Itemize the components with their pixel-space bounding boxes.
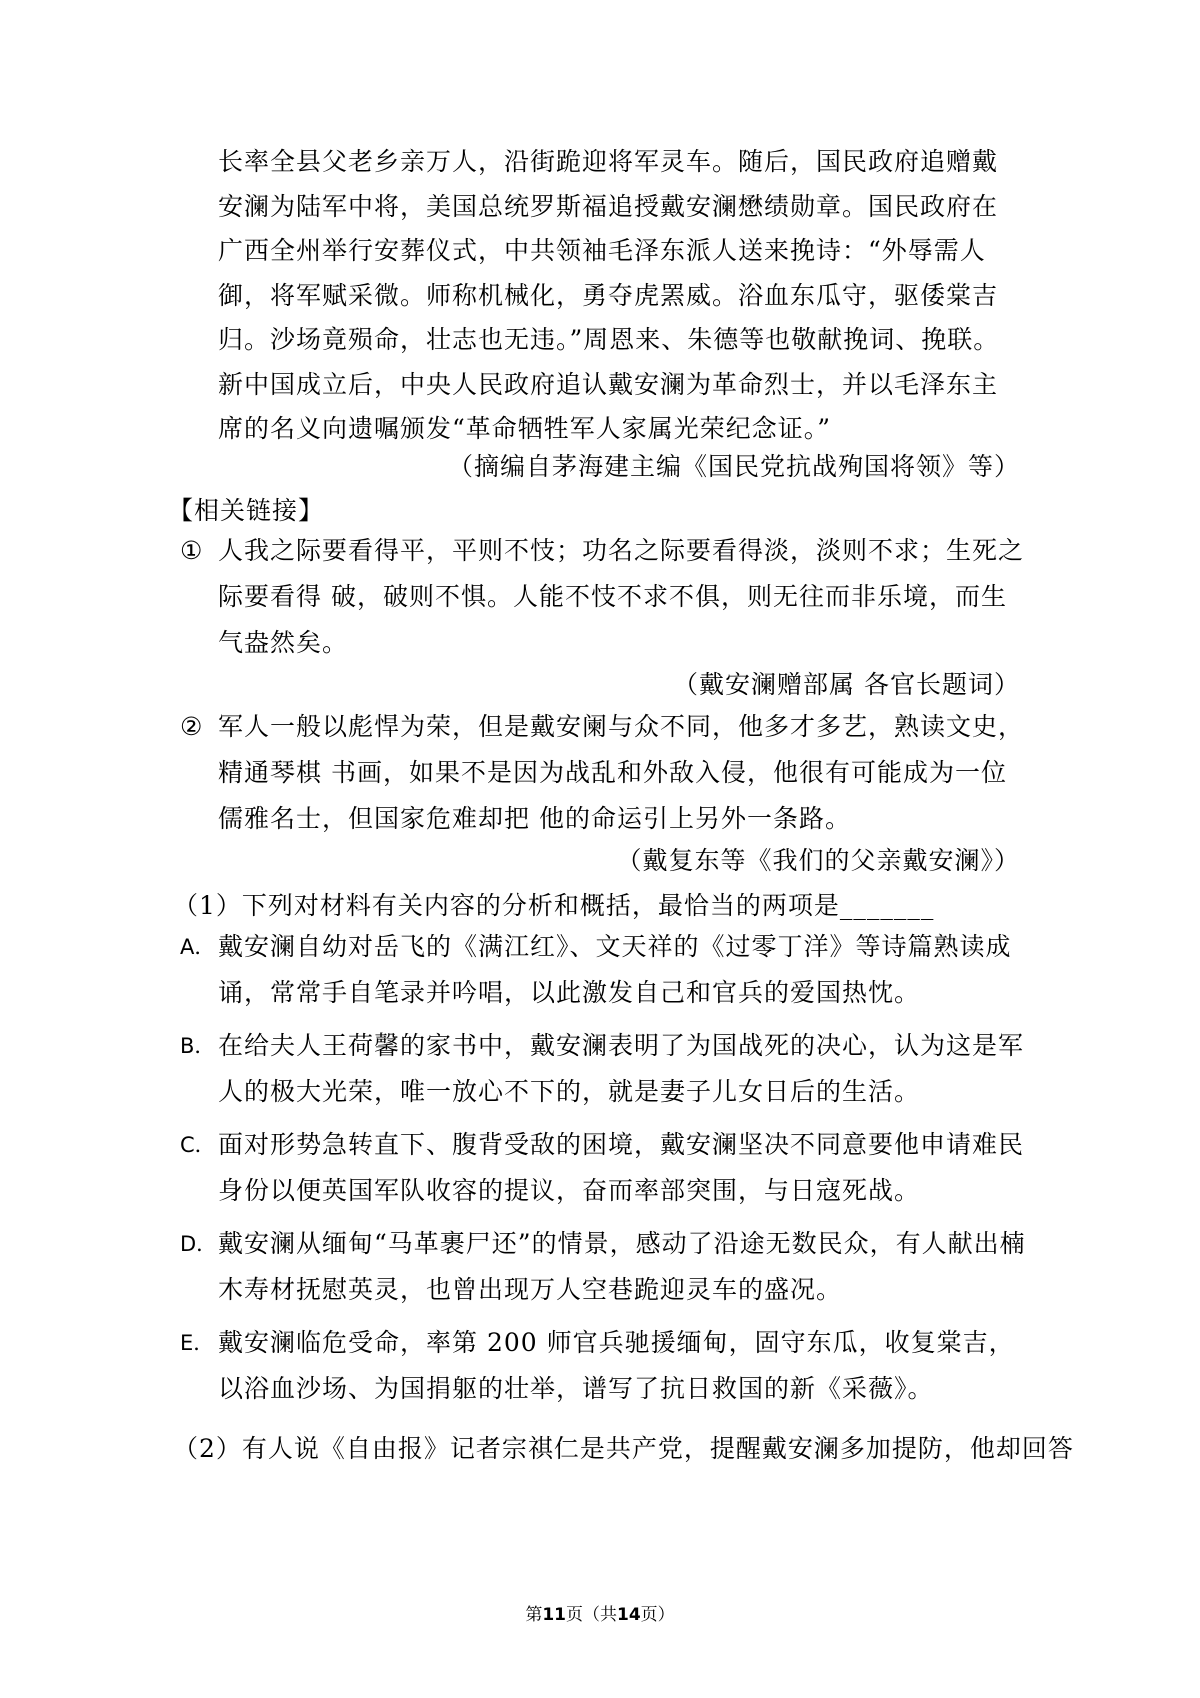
related-link-2-text: 军人一般以彪悍为荣，但是戴安阑与众不同，他多才多艺，熟读文史，精通琴棋 书画，如果不是因为战乱和外敌入侵，他很有可能成为一位儒雅名士，但国家危难却把 他的命运引上另外一条路。 [218,712,1025,833]
body-source-citation: （摘编自茅海建主编《国民党抗战殉国将领》等） [447,452,1020,481]
option-c [180,1122,1032,1214]
option-b-text: 在给夫人王荷馨的家书中，戴安澜表明了为国战死的决心，认为这是军人的极大光荣，唯一放心不下的，就是妻子儿女日后的生活。 [218,1031,1025,1106]
option-d [180,1221,1032,1313]
footer-prefix: 第 [525,1605,543,1625]
option-d-text: 戴安澜从缅甸“马革裹尸还”的情景，感动了沿途无数民众，有人献出楠木寿材抚慰英灵，也曾出现万人空巷跪迎灵车的盛况。 [218,1229,1026,1304]
footer-middle: 页（共 [566,1605,617,1625]
related-link-1-number: ① [180,536,204,565]
option-e-label: E． [180,1331,215,1355]
option-b-label: B． [180,1034,216,1058]
option-e-text: 戴安澜临危受命，率第 200 师官兵驰援缅甸，固守东瓜，收复棠吉，以浴血沙场、为国捐躯的壮举，谱写了抗日救国的新《采薇》。 [218,1328,1015,1403]
page-footer [0,1600,1200,1625]
footer-suffix: 页） [640,1605,675,1625]
footer-total-pages: 14 [617,1605,641,1625]
option-c-label: C． [180,1133,216,1157]
related-link-2-number: ② [180,712,204,741]
related-links-heading: 【相关链接】 [168,496,325,525]
question-1-stem: （1）下列对材料有关内容的分析和概括，最恰当的两项是_______ [173,891,935,920]
option-a [180,924,1032,1016]
option-c-text: 面对形势急转直下、腹背受敌的困境，戴安澜坚决不同意要他申请难民身份以便英国军队收容的提议，奋而率部突围，与日寇死战。 [218,1130,1025,1205]
option-e [180,1320,1032,1412]
option-a-label: A． [180,935,216,959]
related-link-2 [180,704,1032,842]
related-link-2-source: （戴复东等《我们的父亲戴安澜》） [616,846,1020,875]
option-b [180,1023,1032,1115]
option-a-text: 戴安澜自幼对岳飞的《满江红》、文天祥的《过零丁洋》等诗篇熟读成诵，常常手自笔录并吟唱，以此激发自己和官兵的爱国热忱。 [218,932,1012,1007]
question-2-stem: （2）有人说《自由报》记者宗祺仁是共产党，提醒戴安澜多加提防，他却回答 [173,1434,1074,1463]
body-paragraph: 长率全县父老乡亲万人，沿街跪迎将军灵车。随后，国民政府追赠戴安澜为陆军中将，美国总统罗斯福追授戴安澜懋绩勋章。国民政府在广西全州举行安葬仪式，中共领袖毛泽东派人送来挽诗：“外辱需人御，将军赋采微。师称机械化，勇夺虎罴威。浴血东瓜守，驱倭棠吉归。沙场竟殒命，壮志也无违。”周恩来、朱德等也敬献挽词、挽联。新中国成立后，中央人民政府追认戴安澜为革命烈士，并以毛泽东主席的名义向遗嘱颁发“革命牺牲军人家属光荣纪念证。” [218,147,1000,443]
footer-current-page: 11 [542,1605,566,1625]
option-d-label: D． [180,1232,218,1256]
related-link-1 [180,528,1032,666]
related-link-1-source: （戴安澜赠部属 各官长题词） [673,670,1020,699]
related-link-1-text: 人我之际要看得平，平则不忮；功名之际要看得淡，淡则不求；生死之际要看得 破，破则不惧。人能不忮不求不俱，则无往而非乐境，而生气盎然矣。 [218,536,1025,657]
